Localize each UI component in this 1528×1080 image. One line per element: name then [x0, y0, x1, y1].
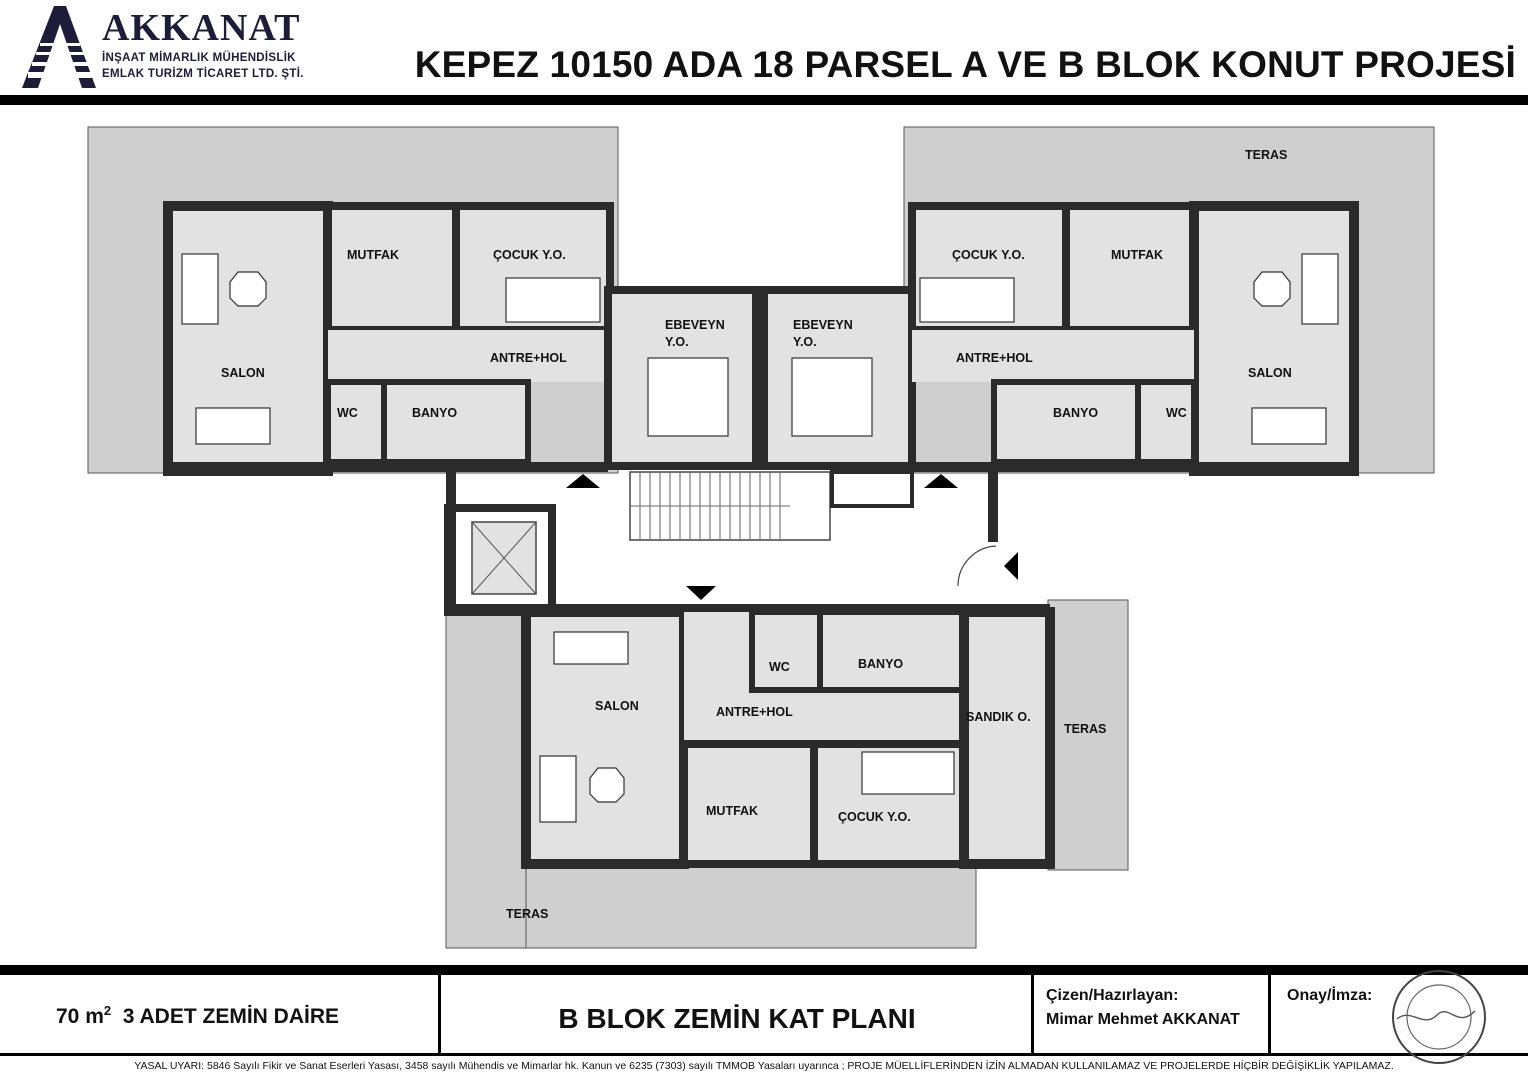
divider-3 [1268, 975, 1271, 1053]
label-sandik-bottom: SANDIK O. [966, 710, 1031, 724]
dining-table-right [1252, 408, 1326, 444]
bed-child-left [506, 278, 600, 322]
divider-1 [438, 975, 441, 1053]
room-antre-left [328, 330, 610, 382]
label-antre-right: ANTRE+HOL [956, 351, 1033, 365]
room-mutfak-left [328, 206, 456, 330]
label-mutfak-right: MUTFAK [1111, 248, 1164, 262]
label-antre-bottom: ANTRE+HOL [716, 705, 793, 719]
room-banyo-bottom [820, 612, 964, 690]
sofa-left [182, 254, 218, 324]
drawn-by-name: Mimar Mehmet AKKANAT [1046, 1011, 1240, 1028]
bed-child-bottom [862, 752, 954, 794]
bed-parent-right [792, 358, 872, 436]
entrance-arrow-right [924, 474, 958, 488]
divider-2 [1031, 975, 1034, 1053]
label-teras-east: TERAS [1064, 722, 1107, 736]
label-salon-right: SALON [1248, 366, 1292, 380]
drawn-by-label: Çizen/Hazırlayan: [1046, 987, 1179, 1004]
label-salon-left: SALON [221, 366, 265, 380]
company-line-1: İNŞAAT MİMARLIK MÜHENDİSLİK [102, 52, 296, 64]
label-wc-left: WC [337, 406, 358, 420]
company-name: AKKANAT [102, 7, 301, 49]
elevator-shaft [448, 508, 552, 612]
label-ebeveyn-right-1: EBEVEYN [793, 318, 853, 332]
label-ebeveyn-right-2: Y.O. [793, 335, 817, 349]
label-antre-left: ANTRE+HOL [490, 351, 567, 365]
label-mutfak-bottom: MUTFAK [706, 804, 759, 818]
room-wc-left [328, 382, 384, 462]
label-banyo-left: BANYO [412, 406, 458, 420]
label-salon-bottom: SALON [595, 699, 639, 713]
room-banyo-left [384, 382, 528, 462]
label-cocuk-right: ÇOCUK Y.O. [952, 248, 1025, 262]
project-title: KEPEZ 10150 ADA 18 PARSEL A VE B BLOK KONUT PROJESİ [414, 44, 1516, 85]
entrance-arrow-left [566, 474, 600, 488]
coffee-table-bottom [590, 768, 624, 802]
label-ebeveyn-left-1: EBEVEYN [665, 318, 725, 332]
label-teras-right: TERAS [1245, 148, 1288, 162]
unit-summary: 70 $m^2$ 3 ADET ZEMİN DAİRE [56, 1003, 340, 1028]
bed-parent-left [648, 358, 728, 436]
header [0, 0, 1528, 106]
sofa-bottom [540, 756, 576, 822]
entrance-arrow-bottom [686, 586, 716, 600]
room-antre-right [912, 330, 1194, 382]
dining-table-left [196, 408, 270, 444]
entrance-arrow-main [1004, 552, 1018, 580]
approval-label: Onay/İmza: [1287, 987, 1373, 1004]
staircase [630, 472, 830, 540]
coffee-table-right [1254, 272, 1290, 306]
room-wc-bottom [752, 612, 820, 690]
label-wc-right: WC [1166, 406, 1187, 420]
footer-rule [0, 965, 1528, 975]
label-ebeveyn-left-2: Y.O. [665, 335, 689, 349]
room-wc-right [1138, 382, 1194, 462]
room-sandik-bottom [964, 612, 1050, 864]
label-banyo-right: BANYO [1053, 406, 1099, 420]
label-cocuk-bottom: ÇOCUK Y.O. [838, 810, 911, 824]
label-mutfak-left: MUTFAK [347, 248, 400, 262]
coffee-table-left [230, 272, 266, 306]
label-cocuk-left: ÇOCUK Y.O. [493, 248, 566, 262]
room-mutfak-right [1066, 206, 1194, 330]
label-wc-bottom: WC [769, 660, 790, 674]
sofa-right [1302, 254, 1338, 324]
company-logo-icon [22, 6, 96, 88]
company-line-2: EMLAK TURİZM TİCARET LTD. ŞTİ. [102, 68, 304, 80]
floor-plan [0, 106, 1528, 964]
label-banyo-bottom: BANYO [858, 657, 904, 671]
room-banyo-right [994, 382, 1138, 462]
architect-stamp-icon [1377, 967, 1497, 1067]
label-teras-bottom: TERAS [506, 907, 549, 921]
dining-table-bottom [554, 632, 628, 664]
terrace-bottom-left-strip [446, 605, 526, 948]
legal-notice: YASAL UYARI: 5846 Sayılı Fikir ve Sanat Eserleri Yasası, 3458 sayılı Mühendis ve Mimarlar hk. Kanun ve 6235 (7303) sayılı TMMOB Yasaları uyarınca ; PROJE MÜELLİFLERİNDEN İZİN ALMADAN KULLANILAMAZ VE PROJELERDE HİÇBİR DEĞİŞİKLİK YAPILAMAZ. [134, 1060, 1394, 1072]
title-block [0, 965, 1528, 1080]
header-rule [0, 95, 1528, 105]
title-block-cells [0, 975, 1528, 1056]
plan-title: B BLOK ZEMİN KAT PLANI [558, 1003, 916, 1034]
bed-child-right [920, 278, 1014, 322]
